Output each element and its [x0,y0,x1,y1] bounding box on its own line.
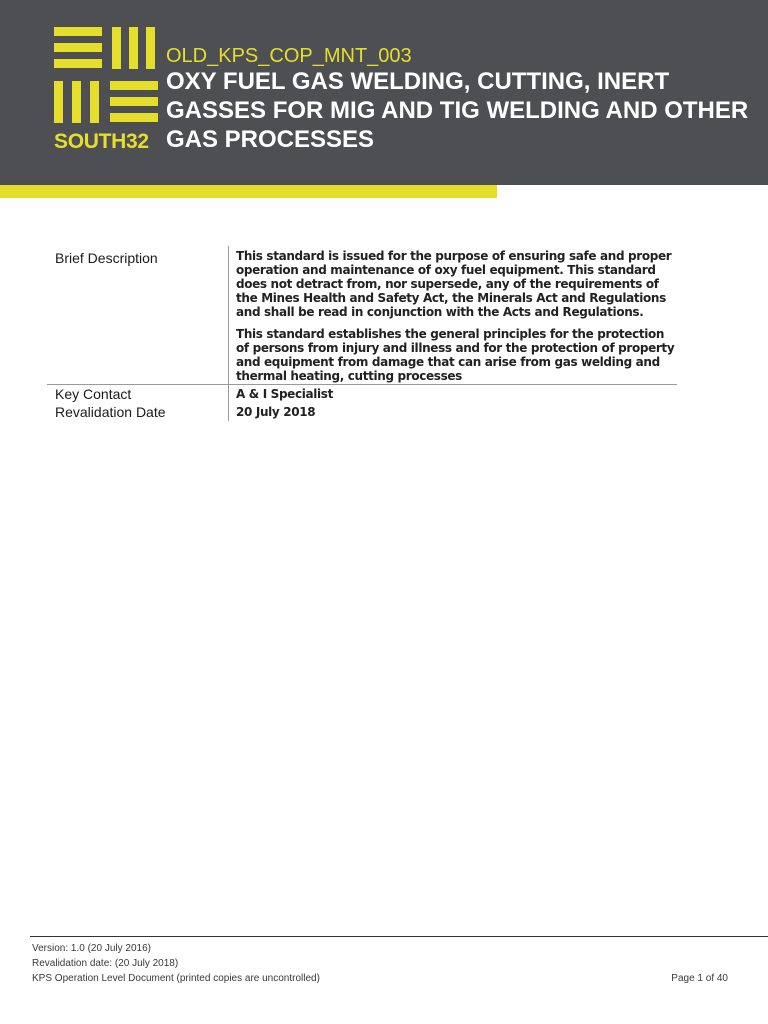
accent-bar [0,185,497,198]
key-contact-value: A & I Specialist [228,385,677,403]
revalidation-label: Revalidation Date [55,404,166,420]
footer-doc-type: KPS Operation Level Document (printed copies are uncontrolled) [32,973,320,984]
document-code: OLD_KPS_COP_MNT_003 [166,45,412,67]
page-number: Page 1 of 40 [671,973,728,984]
key-contact-row [47,385,677,403]
description-paragraph: This standard is issued for the purpose of ensuring safe and proper operation and maintenance of oxy fuel equipment. This standard does not detract from, nor supersede, any of the requirements of the Mines Health and Safety Act, the Minerals Act and Regulations and shall be read in conjunction with the Acts and Regulations. [236,249,672,319]
key-contact-label: Key Contact [55,386,132,402]
brief-description-row [47,246,677,384]
logo-wordmark: SOUTH32 [54,130,149,153]
brief-description-label: Brief Description [55,250,158,266]
revalidation-value: 20 July 2018 [228,403,677,421]
description-paragraph: This standard establishes the general principles for the protection of persons from injury and illness and for the protection of property and equipment from damage that can arise from gas welding and thermal heating, cutting processes [236,327,675,383]
footer [32,941,732,986]
brief-description-value [228,246,677,384]
footer-version: Version: 1.0 (20 July 2016) [32,943,151,954]
revalidation-row [47,403,677,421]
footer-divider [30,936,768,937]
header-banner [0,0,768,185]
document-info-table [47,246,677,421]
footer-revalidation: Revalidation date: (20 July 2018) [32,958,179,969]
document-title: OXY FUEL GAS WELDING, CUTTING, INERT GASSES FOR MIG AND TIG WELDING AND OTHER GAS PROCESSES [166,68,749,153]
